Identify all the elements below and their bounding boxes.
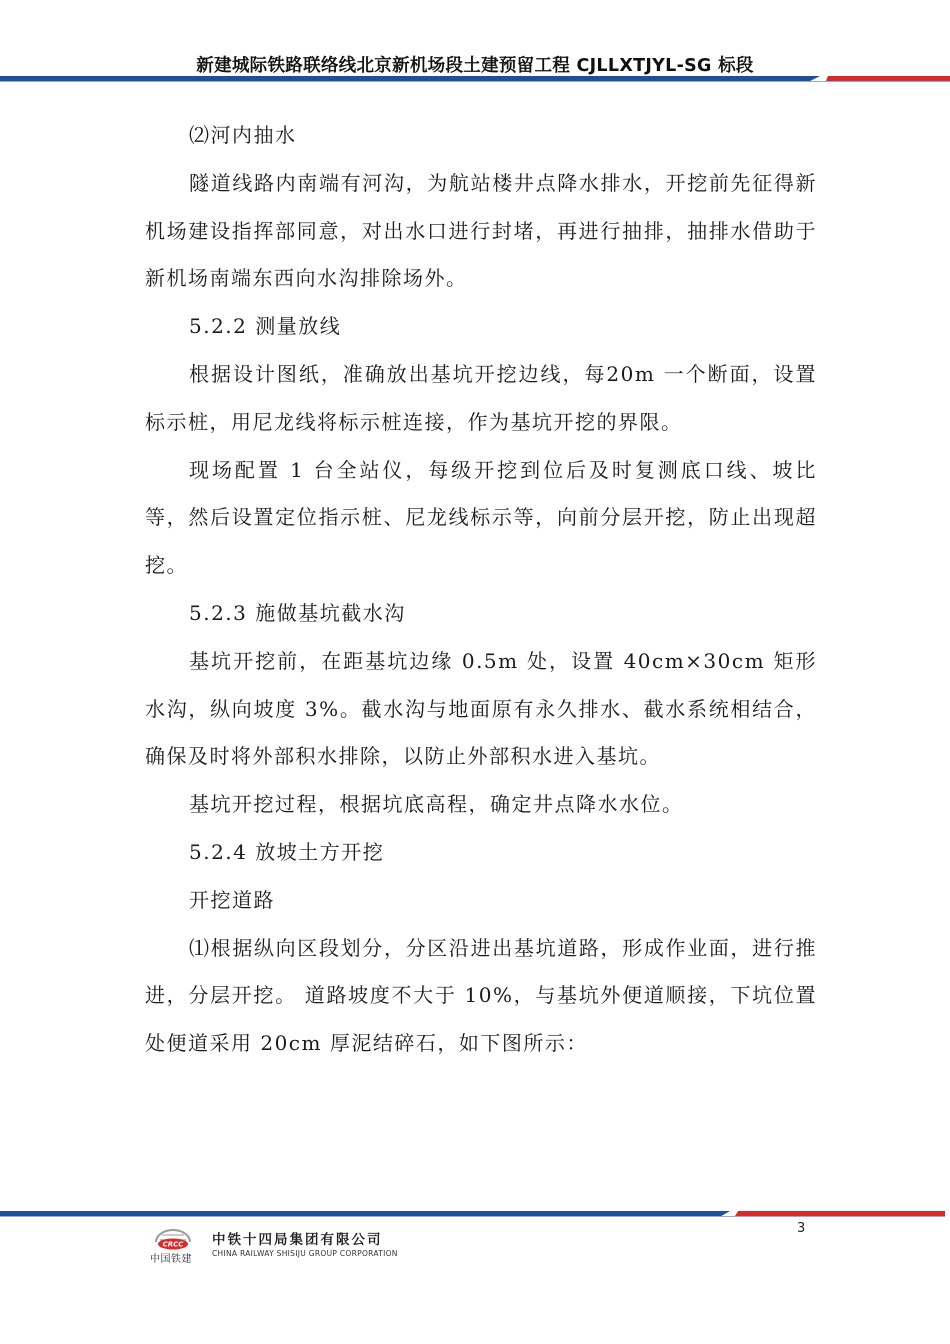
paragraph: 根据设计图纸，准确放出基坑开挖边线，每20m 一个断面，设置标示桩，用尼龙线将标示桩连接，作为基坑开挖的界限。 <box>145 361 817 434</box>
paragraph: 基坑开挖前，在距基坑边缘 0.5m 处，设置 40cm×30cm 矩形水沟，纵向坡度 3%。截水沟与地面原有永久排水、截水系统相结合，确保及时将外部积水排除，以防止外部积水进入基坑。 <box>145 648 817 769</box>
header-rule <box>0 81 950 82</box>
document-title: 新建城际铁路联络线北京新机场段土建预留工程 CJLLXTJYL-SG 标段 <box>196 56 754 76</box>
section-heading: 5.2.4 放坡土方开挖 <box>189 839 385 864</box>
paragraph: ⑴根据纵向区段划分，分区沿进出基坑道路，形成作业面，进行推进，分层开挖。 道路坡度不大于 10%，与基坑外便道顺接，下坑位置处便道采用 20cm 厚泥结碎石，如下图所示： <box>145 935 817 1056</box>
paragraph: 隧道线路内南端有河沟，为航站楼井点降水排水，开挖前先征得新机场建设指挥部同意，对出水口进行封堵，再进行抽排，抽排水借助于新机场南端东西向水沟排除场外。 <box>145 170 817 291</box>
paragraph: ⑵河内抽水 <box>189 123 297 147</box>
section-heading: 5.2.3 施做基坑截水沟 <box>189 600 406 625</box>
logo-text: CRCC <box>162 1240 184 1249</box>
paragraph: 基坑开挖过程，根据坑底高程，确定井点降水水位。 <box>189 792 684 817</box>
body-content <box>145 112 817 1068</box>
page-number: 3 <box>797 1221 806 1236</box>
company-name-en: CHINA RAILWAY SHISIJU GROUP CORPORATION <box>212 1249 398 1258</box>
footer-rule <box>0 1216 945 1217</box>
company-name-cn: 中铁十四局集团有限公司 <box>212 1232 383 1248</box>
paragraph: 开挖道路 <box>189 887 275 912</box>
paragraph: 现场配置 1 台全站仪，每级开挖到位后及时复测底口线、坡比等，然后设置定位指示桩、尼龙线标示等，向前分层开挖，防止出现超挖。 <box>145 457 817 578</box>
logo-caption: 中国铁建 <box>150 1254 192 1265</box>
section-heading: 5.2.2 测量放线 <box>189 314 342 339</box>
